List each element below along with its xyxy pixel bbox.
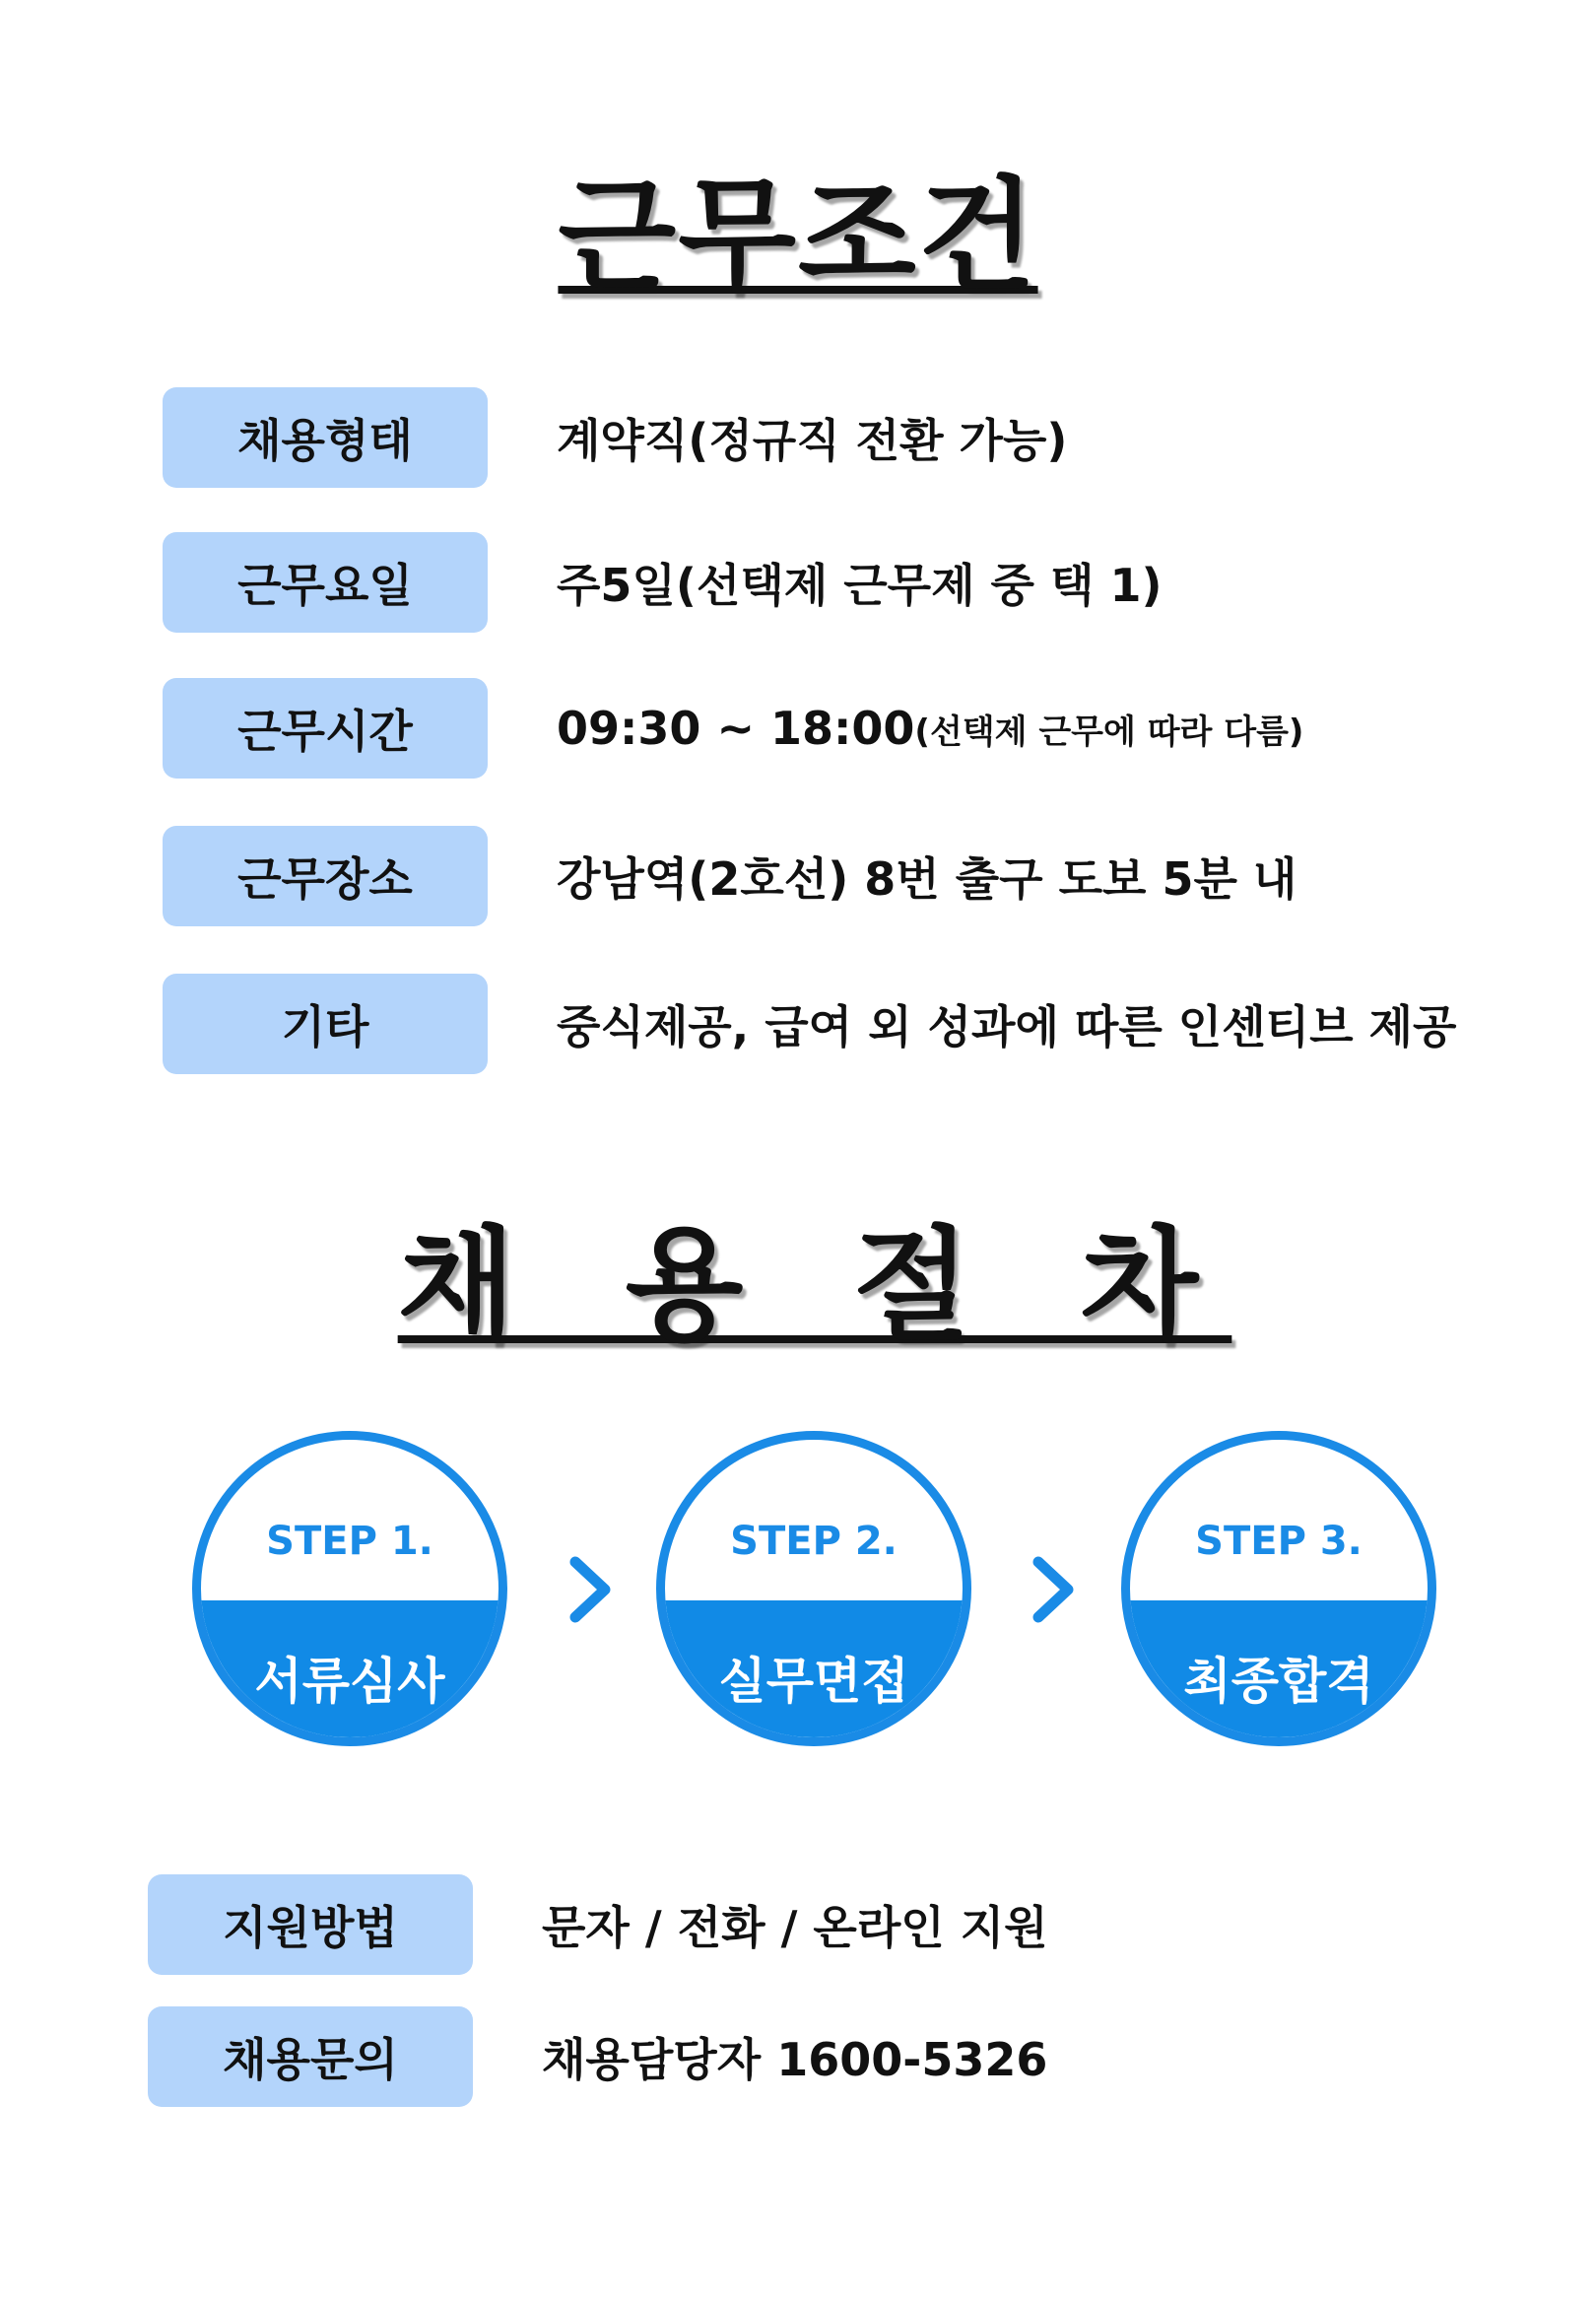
condition-value-work-days: 주5일(선택제 근무제 중 택 1) xyxy=(557,559,1163,612)
condition-value-etc: 중식제공, 급여 외 성과에 따른 인센티브 제공 xyxy=(557,1000,1457,1053)
condition-label-etc: 기타 xyxy=(163,974,488,1074)
work-hours-time: 09:30 ~ 18:00 xyxy=(557,702,915,755)
apply-value-inquiry: 채용담당자 1600-5326 xyxy=(542,2033,1048,2086)
process-step-1 xyxy=(192,1431,507,1746)
apply-value-method: 문자 / 전화 / 온라인 지원 xyxy=(542,1901,1048,1954)
condition-label-work-hours: 근무시간 xyxy=(163,678,488,779)
apply-label-inquiry: 채용문의 xyxy=(148,2006,473,2107)
process-step-2 xyxy=(656,1431,971,1746)
work-conditions-title: 근무조건 xyxy=(558,166,1038,307)
process-step-3 xyxy=(1121,1431,1436,1746)
condition-label-work-days: 근무요일 xyxy=(163,532,488,633)
chevron-right-icon xyxy=(562,1554,621,1625)
apply-label-method: 지원방법 xyxy=(148,1874,473,1975)
step-2-number: STEP 2. xyxy=(730,1519,898,1564)
step-3-name: 최종합격 xyxy=(1183,1653,1374,1710)
condition-label-work-location: 근무장소 xyxy=(163,826,488,926)
step-1-number: STEP 1. xyxy=(266,1519,433,1564)
step-2-name: 실무면접 xyxy=(718,1653,909,1710)
step-1-name: 서류심사 xyxy=(254,1653,445,1710)
condition-value-employment-type: 계약직(정규직 전환 가능) xyxy=(557,414,1068,467)
step-3-number: STEP 3. xyxy=(1195,1519,1363,1564)
condition-value-work-location: 강남역(2호선) 8번 출구 도보 5분 내 xyxy=(557,852,1297,906)
condition-label-employment-type: 채용형태 xyxy=(163,387,488,488)
hiring-process-title: 채 용 절 차 xyxy=(397,1215,1232,1357)
chevron-right-icon xyxy=(1025,1554,1084,1625)
work-hours-note: (선택제 근무에 따라 다름) xyxy=(914,712,1304,752)
condition-value-work-hours xyxy=(557,678,1303,779)
